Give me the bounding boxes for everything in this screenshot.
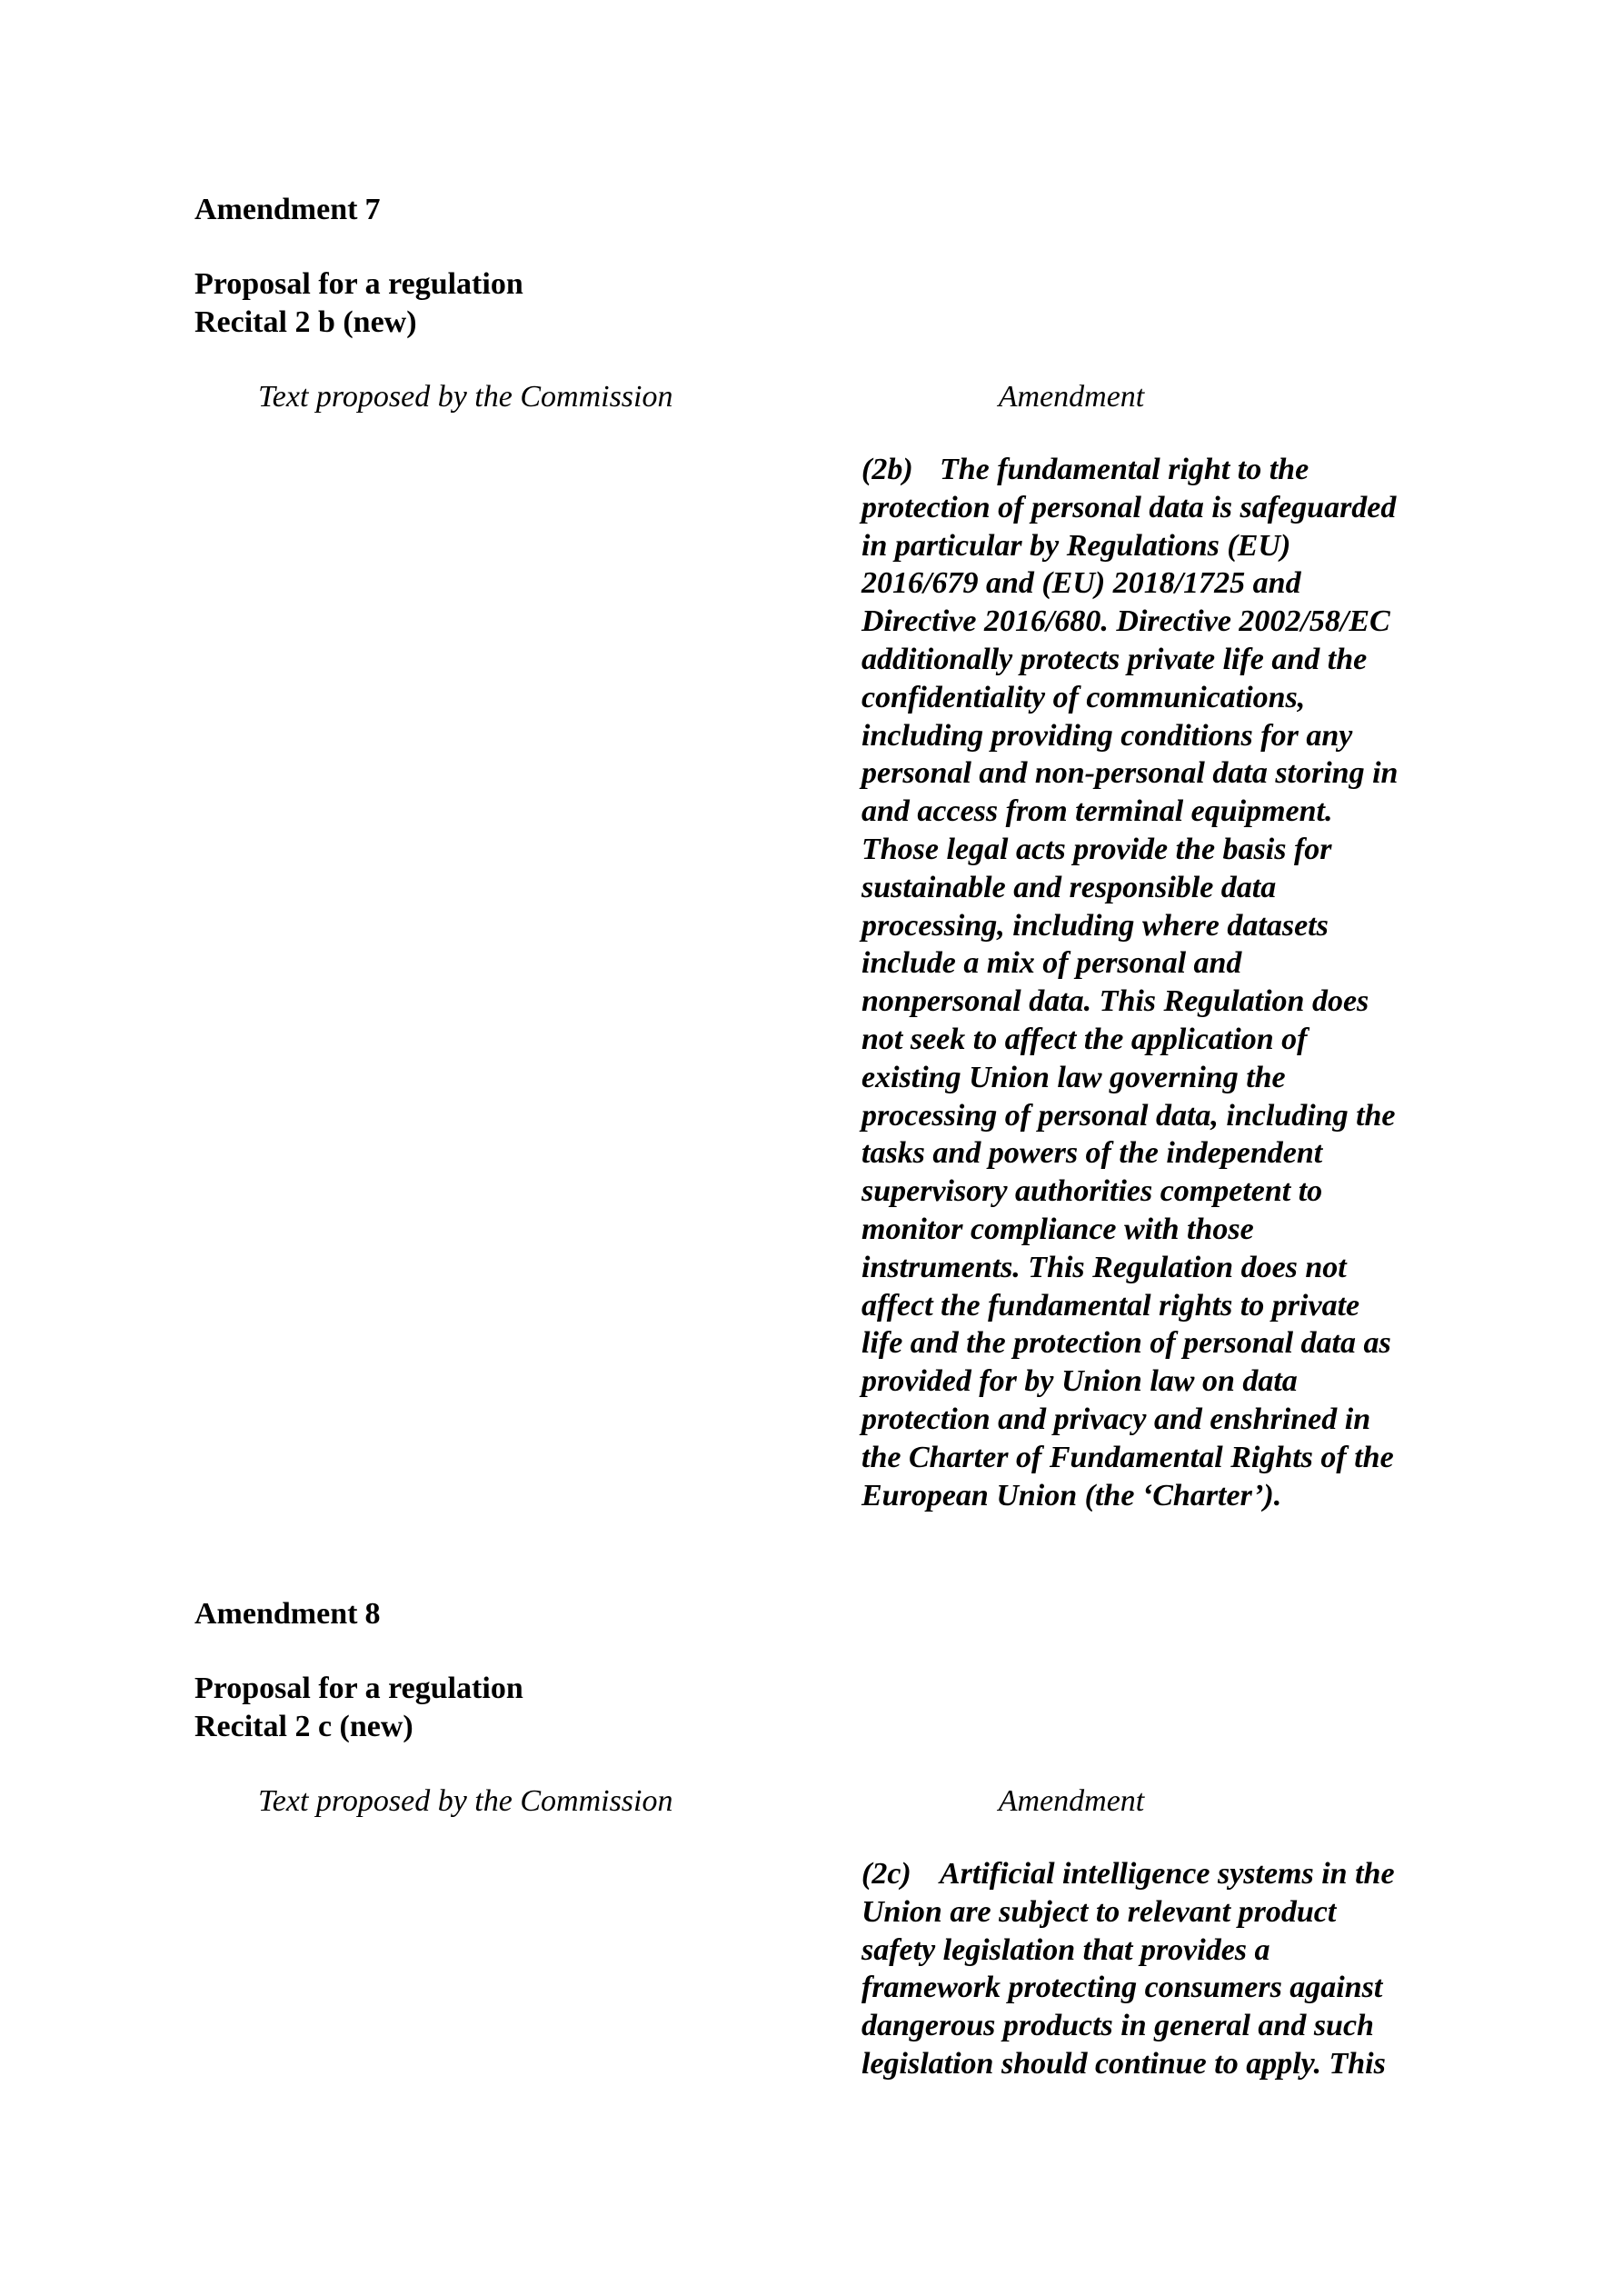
amendment-text-line: include a mix of personal and [861, 946, 1242, 981]
amendment-text-line: safety legislation that provides a [861, 1932, 1270, 1967]
amendment-text-line: Those legal acts provide the basis for [861, 832, 1332, 866]
amendment-text-line: supervisory authorities competent to [861, 1174, 1323, 1209]
amendment-text [861, 451, 1452, 1514]
amendment-text-line: framework protecting consumers against [861, 1971, 1383, 2005]
amendment-text-line: dangerous products in general and such [861, 2009, 1374, 2043]
amendment-text-line: personal and non-personal data storing in [861, 756, 1399, 791]
amendment-text-line: existing Union law governing the [861, 1060, 1286, 1094]
amendment-text-line: (2b) The fundamental right to the [861, 451, 1452, 489]
commission-text-header: Text proposed by the Commission [258, 1784, 673, 1818]
recital-reference: Recital 2 b (new) [194, 305, 417, 339]
recital-label: (2c) [861, 1857, 911, 1891]
amendment-text-line: 2016/679 and (EU) 2018/1725 and [861, 566, 1301, 601]
amendment-text-line: instruments. This Regulation does not [861, 1250, 1347, 1284]
amendment-text-line: including providing conditions for any [861, 718, 1353, 753]
column-headers [194, 378, 1467, 416]
amendment-title: Amendment [194, 193, 358, 226]
amendment-text-line: not seek to affect the application of [861, 1022, 1308, 1056]
proposal-type: Proposal for a regulation [194, 267, 523, 301]
commission-text-header: Text proposed by the Commission [258, 380, 673, 414]
amendment-text-line: protection and privacy and enshrined in [861, 1402, 1371, 1436]
amendment-number: 7 [364, 193, 381, 226]
column-headers [194, 1782, 1467, 1821]
amendment-text-line: affect the fundamental rights to private [861, 1288, 1360, 1323]
amendment-text-line: life and the protection of personal data as [861, 1326, 1391, 1361]
amendment-text-line: Union are subject to relevant product [861, 1894, 1337, 1929]
amendment-number: 8 [364, 1597, 381, 1631]
amendment-text-line: monitor compliance with those [861, 1212, 1254, 1246]
amendment-text-line: processing of personal data, including the [861, 1098, 1396, 1133]
amendment-title: Amendment [194, 1597, 358, 1631]
amendment-heading [194, 191, 1467, 229]
amendment-7 [194, 191, 1467, 1514]
amendment-text-line: in particular by Regulations (EU) [861, 528, 1291, 563]
amendment-text-line: tasks and powers of the independent [861, 1136, 1323, 1171]
amendment-text-line: the Charter of Fundamental Rights of the [861, 1440, 1394, 1474]
amendment-text-line: (2c) Artificial intelligence systems in the [861, 1855, 1452, 1893]
amendment-column-header: Amendment [998, 380, 1145, 414]
recital-label: (2b) [861, 453, 913, 486]
amendment-text-line: European Union (the ‘Charter’). [861, 1478, 1282, 1512]
amendment-text-line: sustainable and responsible data [861, 870, 1277, 904]
amendment-column-header: Amendment [998, 1784, 1145, 1818]
amendment-text-line: legislation should continue to apply. This [861, 2046, 1386, 2081]
recital-reference: Recital 2 c (new) [194, 1710, 413, 1743]
amendment-text-line: Directive 2016/680. Directive 2002/58/EC [861, 604, 1390, 639]
proposal-reference [194, 265, 1467, 342]
amendment-8 [194, 1595, 1467, 2083]
amendment-text-line: nonpersonal data. This Regulation does [861, 984, 1369, 1019]
amendment-text [861, 1855, 1452, 2083]
amendment-text-line: additionally protects private life and the [861, 642, 1368, 676]
proposal-type: Proposal for a regulation [194, 1672, 523, 1705]
amendment-text-line: and access from terminal equipment. [861, 794, 1333, 829]
amendment-text-line: confidentiality of communications, [861, 680, 1306, 714]
proposal-reference [194, 1670, 1467, 1746]
amendment-text-line: provided for by Union law on data [861, 1364, 1298, 1399]
amendment-heading [194, 1595, 1467, 1633]
amendment-text-line: processing, including where datasets [861, 908, 1329, 943]
amendment-text-line: protection of personal data is safeguarded [861, 490, 1397, 524]
